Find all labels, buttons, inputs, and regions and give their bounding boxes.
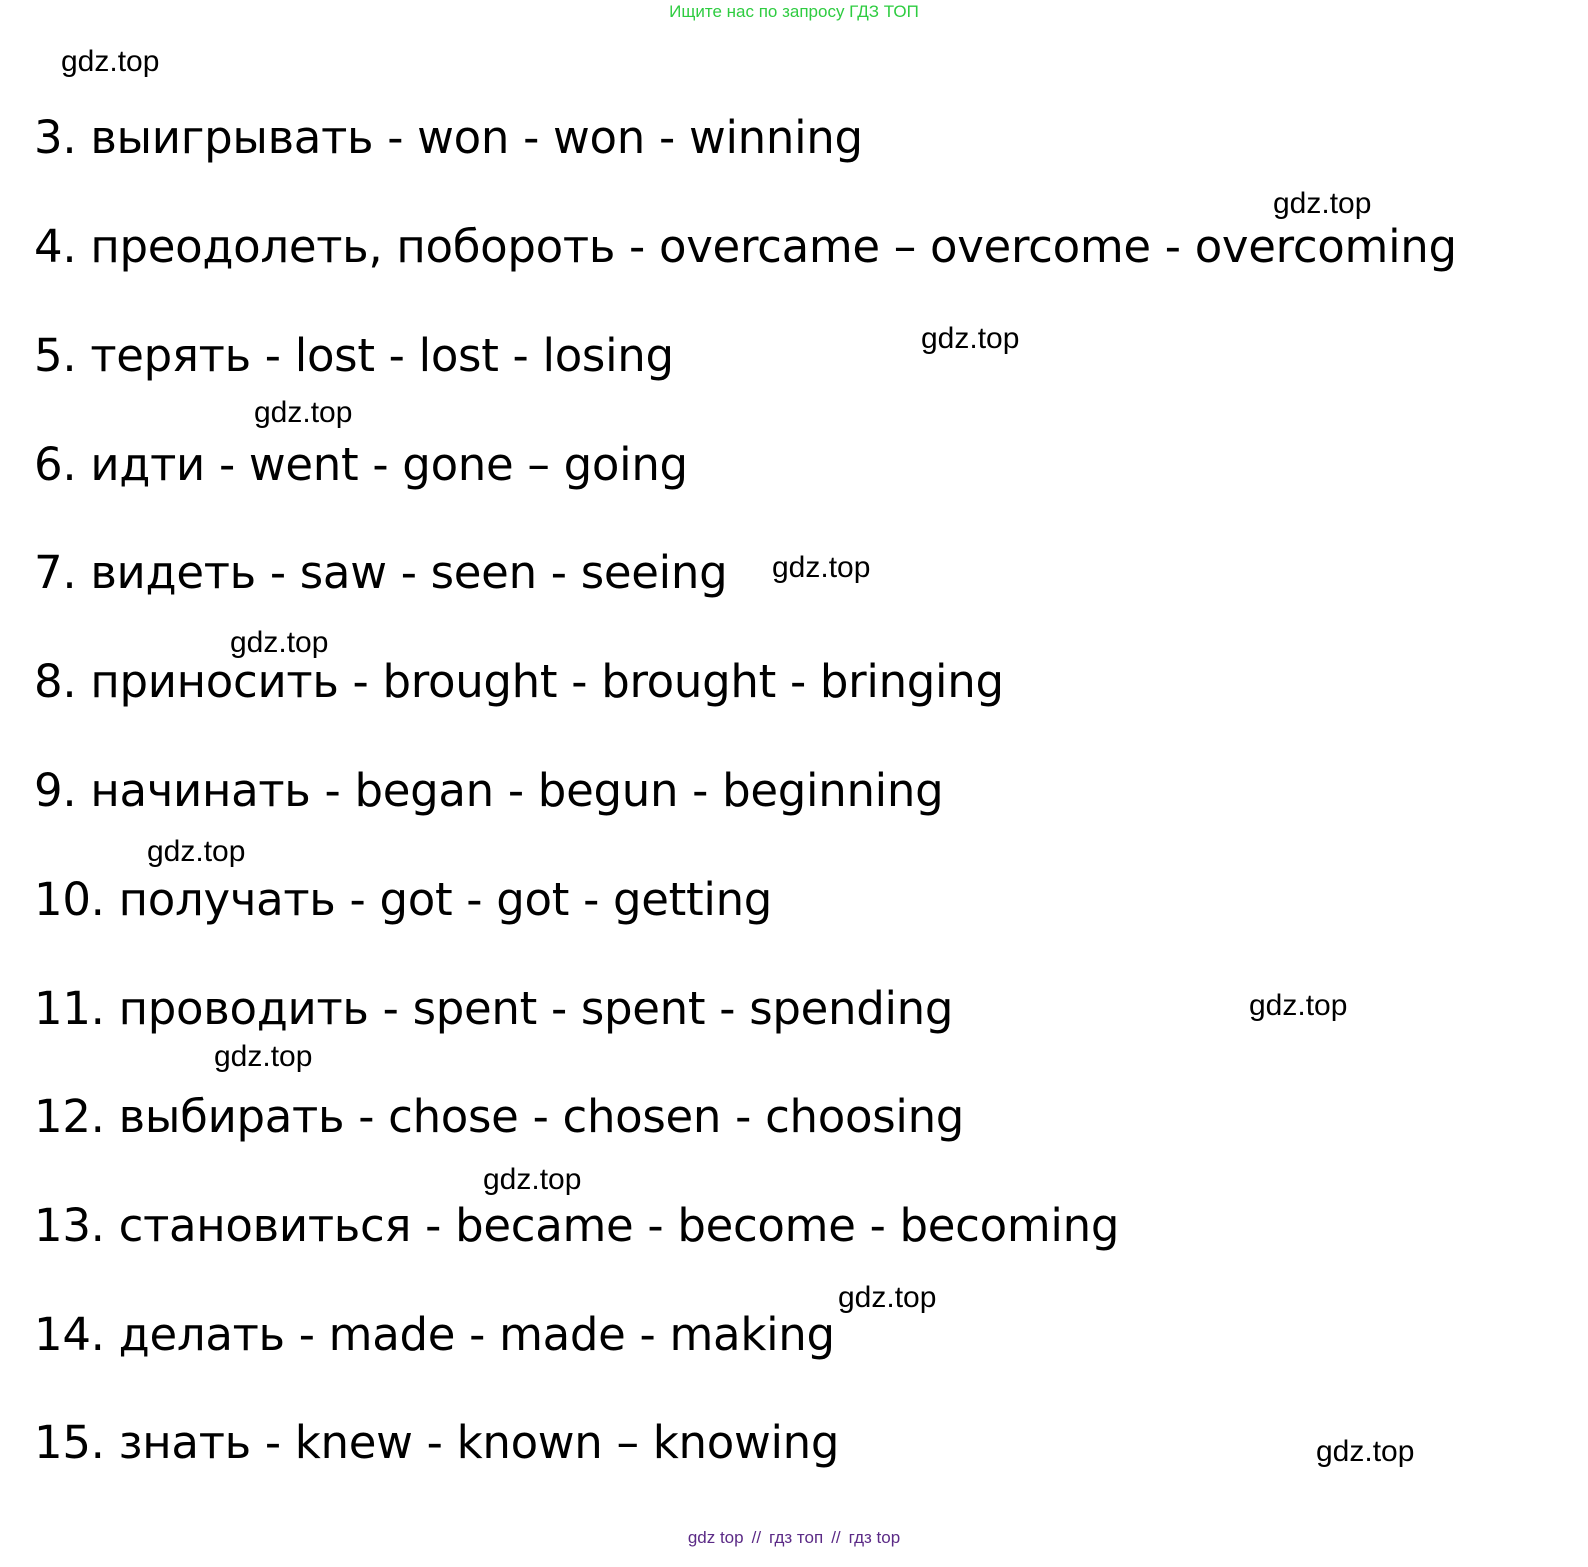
watermark: gdz.top — [230, 626, 329, 659]
verb-line-14: 14. делать - made - made - making — [34, 1308, 835, 1361]
watermark: gdz.top — [61, 45, 160, 78]
watermark: gdz.top — [214, 1040, 313, 1073]
verb-line-8: 8. приносить - brought - brought - bringing — [34, 655, 1004, 708]
watermark: gdz.top — [483, 1163, 582, 1196]
verb-line-6: 6. идти - went - gone – going — [34, 438, 688, 491]
verb-line-4: 4. преодолеть, побороть - overcame – overcome - overcoming — [34, 220, 1457, 273]
watermark: gdz.top — [921, 322, 1020, 355]
watermark: gdz.top — [254, 396, 353, 429]
verb-line-3: 3. выигрывать - won - won - winning — [34, 111, 863, 164]
verb-line-10: 10. получать - got - got - getting — [34, 873, 773, 926]
watermark: gdz.top — [1249, 989, 1348, 1022]
footer-links — [0, 1528, 1588, 1548]
footer-item: gdz top — [687, 1528, 744, 1547]
watermark: gdz.top — [1316, 1435, 1415, 1468]
footer-separator: // — [831, 1528, 841, 1547]
verb-line-7: 7. видеть - saw - seen - seeing — [34, 546, 728, 599]
watermark: gdz.top — [838, 1281, 937, 1314]
verb-line-15: 15. знать - knew - known – knowing — [34, 1416, 840, 1469]
verb-line-13: 13. становиться - became - become - becoming — [34, 1199, 1120, 1252]
watermark: gdz.top — [1273, 187, 1372, 220]
footer-item: гдз топ — [769, 1528, 824, 1547]
footer-separator: // — [751, 1528, 762, 1547]
watermark: gdz.top — [772, 551, 871, 584]
footer-item: гдз top — [848, 1528, 901, 1547]
verb-line-12: 12. выбирать - chose - chosen - choosing — [34, 1090, 965, 1143]
verb-line-11: 11. проводить - spent - spent - spending — [34, 982, 954, 1035]
watermark: gdz.top — [147, 835, 246, 868]
verb-line-5: 5. терять - lost - lost - losing — [34, 329, 674, 382]
verb-line-9: 9. начинать - began - begun - beginning — [34, 764, 944, 817]
top-banner: Ищите нас по запросу ГДЗ ТОП — [669, 2, 919, 21]
